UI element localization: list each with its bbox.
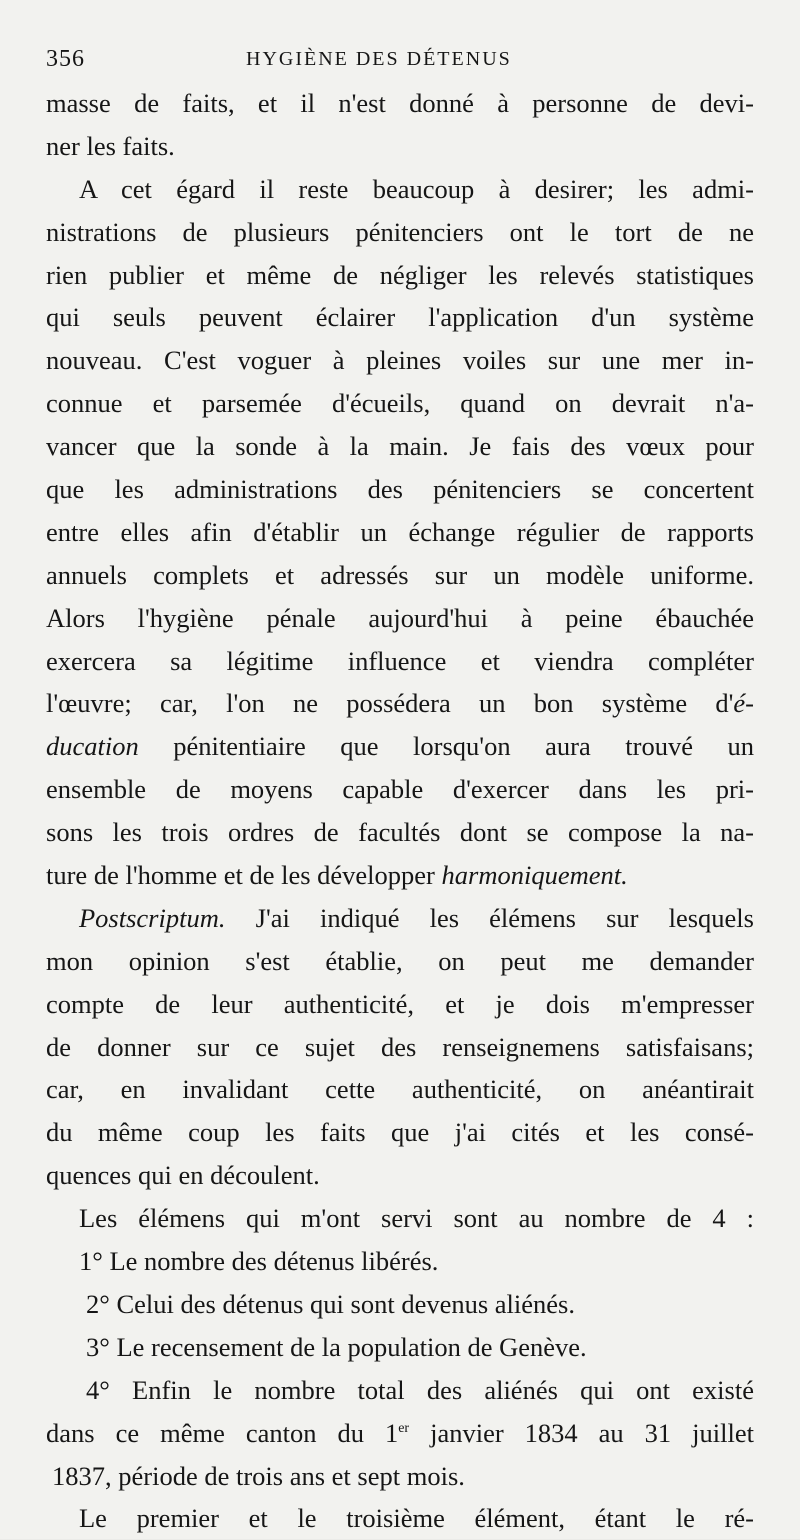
line-text: quences qui en découlent. bbox=[46, 1160, 320, 1191]
line-text: ner les faits. bbox=[46, 130, 175, 161]
text-line bbox=[46, 296, 754, 339]
text-line bbox=[46, 382, 754, 425]
text-line bbox=[46, 1154, 754, 1197]
text-line bbox=[46, 725, 754, 768]
line-text: Les élémens qui m'ont servi sont au nombre de 4 : bbox=[79, 1203, 754, 1234]
text-line bbox=[46, 554, 754, 597]
italic-text: ducation bbox=[46, 731, 139, 762]
line-text: car, en invalidant cette authenticité, on anéantirait bbox=[46, 1074, 754, 1105]
text-line bbox=[46, 211, 754, 254]
line-text: du même coup les faits que j'ai cités et les consé- bbox=[46, 1117, 754, 1148]
line-text: mon opinion s'est établie, on peut me demander bbox=[46, 945, 754, 976]
line-text: 2° Celui des détenus qui sont devenus aliénés. bbox=[86, 1288, 575, 1319]
line-text: ture de l'homme et de les développer bbox=[46, 860, 442, 891]
text-line bbox=[46, 168, 754, 211]
text-line bbox=[46, 1455, 754, 1498]
text-line bbox=[46, 1068, 754, 1111]
line-text: 3° Le recensement de la population de Genève. bbox=[86, 1331, 587, 1362]
text-line bbox=[46, 1412, 754, 1455]
line-text: l'œuvre; car, l'on ne possédera un bon système d' bbox=[46, 688, 734, 719]
line-text: sons les trois ordres de facultés dont se compose la na- bbox=[46, 817, 754, 848]
text-line bbox=[46, 1026, 754, 1069]
line-text: janvier 1834 au 31 juillet bbox=[409, 1417, 754, 1448]
text-line bbox=[46, 125, 754, 168]
line-text: exercera sa légitime influence et viendra compléter bbox=[46, 645, 754, 676]
text-line bbox=[46, 468, 754, 511]
text-line bbox=[46, 768, 754, 811]
italic-text: é- bbox=[733, 688, 754, 719]
line-text: 4° Enfin le nombre total des aliénés qui ont existé bbox=[86, 1374, 754, 1405]
line-text: J'ai indiqué les élémens sur lesquels bbox=[225, 902, 754, 933]
superscript: er bbox=[398, 1420, 410, 1436]
line-text: compte de leur authenticité, et je dois m'empresser bbox=[46, 988, 754, 1019]
text-line bbox=[46, 82, 754, 125]
line-text: pénitentiaire que lorsqu'on aura trouvé un bbox=[138, 731, 754, 762]
text-line bbox=[46, 425, 754, 468]
text-line bbox=[46, 597, 754, 640]
text-line bbox=[46, 940, 754, 983]
text-line bbox=[46, 1369, 754, 1412]
line-text: 1° Le nombre des détenus libérés. bbox=[79, 1246, 439, 1277]
line-text: annuels complets et adressés sur un modèle uniforme. bbox=[46, 559, 754, 590]
text-line bbox=[46, 1283, 754, 1326]
line-text: rien publier et même de négliger les relevés statistiques bbox=[46, 259, 754, 290]
text-line bbox=[46, 1197, 754, 1240]
line-text: qui seuls peuvent éclairer l'application d'un système bbox=[46, 302, 754, 333]
italic-text: harmoniquement. bbox=[441, 860, 628, 891]
line-text: Alors l'hygiène pénale aujourd'hui à peine ébauchée bbox=[46, 602, 754, 633]
page-header bbox=[46, 42, 586, 76]
italic-text: Postscriptum. bbox=[79, 902, 226, 933]
line-text: ensemble de moyens capable d'exercer dans les pri- bbox=[46, 774, 754, 805]
text-line bbox=[46, 511, 754, 554]
text-line bbox=[46, 640, 754, 683]
page-number: 356 bbox=[46, 46, 85, 72]
text-line bbox=[46, 682, 754, 725]
text-line bbox=[46, 983, 754, 1026]
line-text: A cet égard il reste beaucoup à desirer; les admi- bbox=[79, 173, 754, 204]
text-line bbox=[46, 854, 754, 897]
line-text: masse de faits, et il n'est donné à personne de devi- bbox=[46, 88, 754, 118]
line-text: de donner sur ce sujet des renseignemens satisfaisans; bbox=[46, 1031, 754, 1062]
line-text: que les administrations des pénitenciers se concertent bbox=[46, 474, 754, 505]
line-text: Le premier et le troisième élément, étant le ré- bbox=[79, 1503, 754, 1534]
line-text: nistrations de plusieurs pénitenciers ont le tort de ne bbox=[46, 216, 754, 247]
line-text: connue et parsemée d'écueils, quand on devrait n'a- bbox=[46, 388, 754, 419]
line-text: entre elles afin d'établir un échange régulier de rapports bbox=[46, 516, 754, 547]
line-text: 1837, période de trois ans et sept mois. bbox=[52, 1460, 465, 1491]
text-line bbox=[46, 1497, 754, 1540]
line-text: nouveau. C'est voguer à pleines voiles sur une mer in- bbox=[46, 345, 754, 376]
text-line bbox=[46, 811, 754, 854]
text-line bbox=[46, 339, 754, 382]
line-text: vancer que la sonde à la main. Je fais des vœux pour bbox=[46, 431, 754, 462]
body-text bbox=[46, 82, 754, 1540]
text-line bbox=[46, 1240, 754, 1283]
running-head: HYGIÈNE DES DÉTENUS bbox=[246, 48, 512, 70]
text-line bbox=[46, 1326, 754, 1369]
text-line bbox=[46, 254, 754, 297]
text-line bbox=[46, 897, 754, 940]
line-text: dans ce même canton du 1 bbox=[46, 1417, 399, 1448]
text-line bbox=[46, 1111, 754, 1154]
